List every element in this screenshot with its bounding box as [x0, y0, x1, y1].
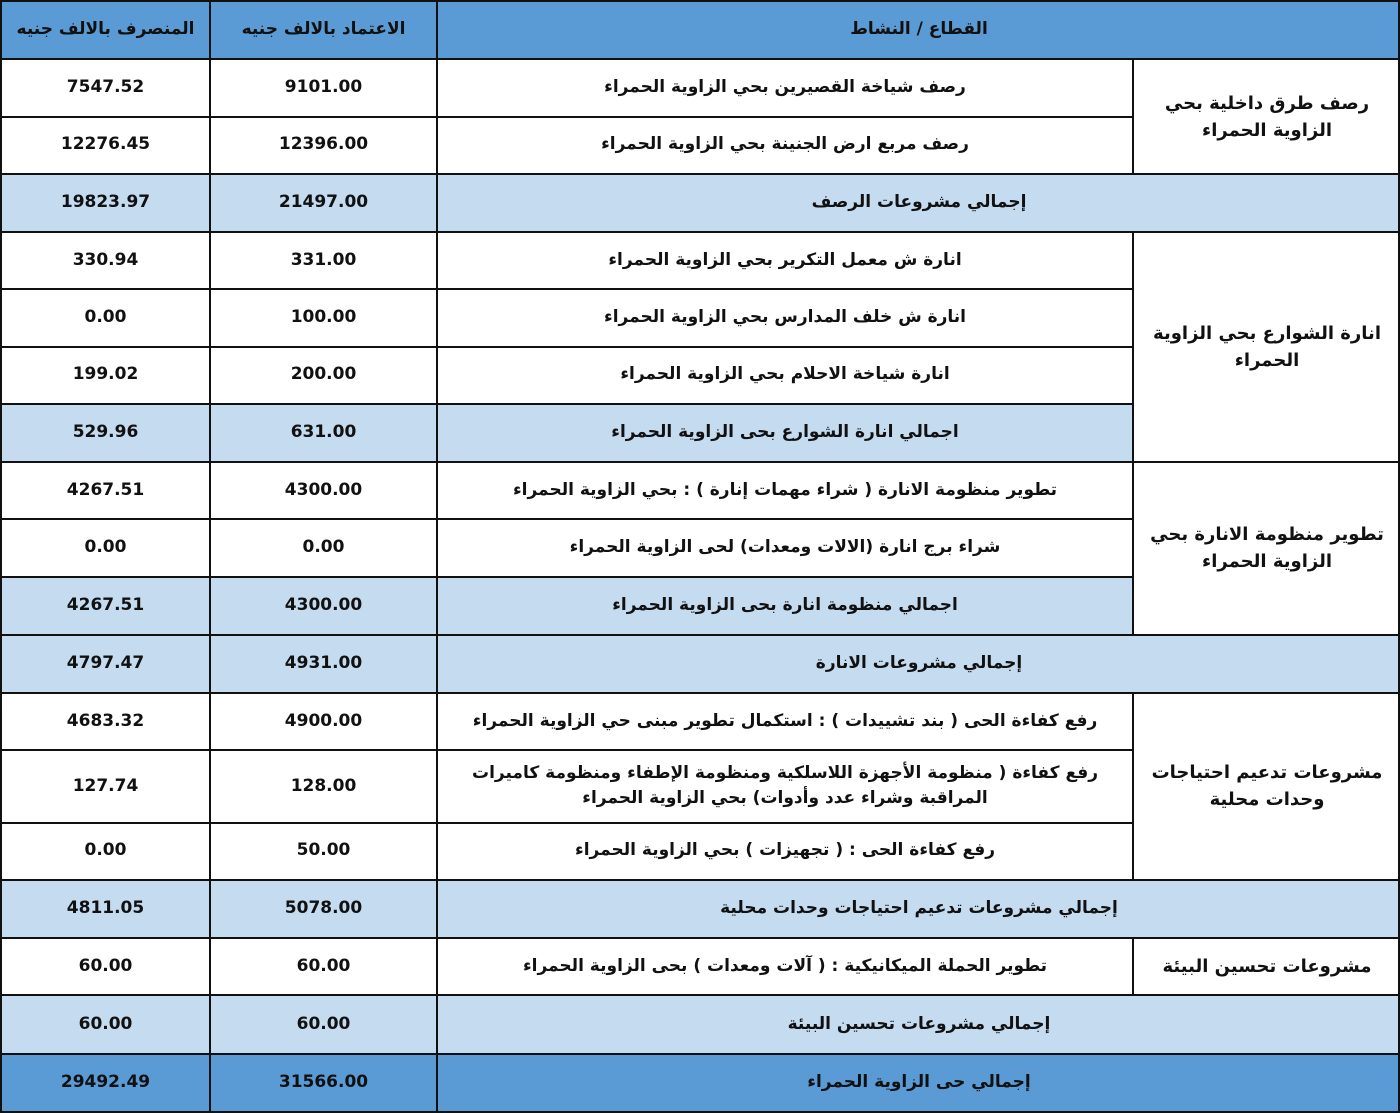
sector-lighting-system: تطوير منظومة الانارة بحي الزاوية الحمراء [1133, 462, 1400, 635]
grand-total-allocation: 31566.00 [210, 1054, 437, 1112]
header-allocation: الاعتماد بالالف جنيه [210, 1, 437, 59]
total-spent: 60.00 [1, 995, 210, 1053]
activity-cell: رفع كفاءة ( منظومة الأجهزة اللاسلكية ومنظومة الإطفاء ومنظومة كاميرات المراقبة وشراء عدد وأدوات) بحي الزاوية الحمراء [437, 750, 1133, 822]
subtotal-spent: 529.96 [1, 404, 210, 462]
table-row [1, 462, 1400, 519]
total-spent: 4811.05 [1, 880, 210, 938]
spent-cell: 7547.52 [1, 59, 210, 116]
sector-street-lighting: انارة الشوارع بحي الزاوية الحمراء [1133, 232, 1400, 462]
header-sector-activity: القطاع / النشاط [437, 1, 1400, 59]
spent-cell: 127.74 [1, 750, 210, 822]
activity-cell: انارة ش خلف المدارس بحي الزاوية الحمراء [437, 289, 1133, 346]
allocation-cell: 12396.00 [210, 117, 437, 174]
subtotal-spent: 4267.51 [1, 577, 210, 635]
table-row [1, 232, 1400, 289]
header-row [1, 1, 1400, 59]
allocation-cell: 128.00 [210, 750, 437, 822]
allocation-cell: 60.00 [210, 938, 437, 995]
total-allocation: 21497.00 [210, 174, 437, 232]
grand-total-label: إجمالي حى الزاوية الحمراء [437, 1054, 1400, 1112]
activity-cell: رصف مربع ارض الجنينة بحي الزاوية الحمراء [437, 117, 1133, 174]
activity-cell: تطوير منظومة الانارة ( شراء مهمات إنارة ) : بحي الزاوية الحمراء [437, 462, 1133, 519]
total-row-lighting [1, 635, 1400, 693]
spent-cell: 0.00 [1, 289, 210, 346]
total-spent: 19823.97 [1, 174, 210, 232]
activity-cell: انارة ش معمل التكرير بحي الزاوية الحمراء [437, 232, 1133, 289]
allocation-cell: 4300.00 [210, 462, 437, 519]
activity-cell: رفع كفاءة الحى ( بند تشييدات ) : استكمال تطوير مبنى حي الزاوية الحمراء [437, 693, 1133, 750]
activity-cell: تطوير الحملة الميكانيكية : ( آلات ومعدات ) بحى الزاوية الحمراء [437, 938, 1133, 995]
subtotal-label: اجمالي انارة الشوارع بحى الزاوية الحمراء [437, 404, 1133, 462]
activity-cell: رصف شياخة القصيرين بحي الزاوية الحمراء [437, 59, 1133, 116]
total-allocation: 5078.00 [210, 880, 437, 938]
activity-cell: شراء برج انارة (الالات ومعدات) لحى الزاوية الحمراء [437, 519, 1133, 576]
total-allocation: 4931.00 [210, 635, 437, 693]
spent-cell: 4683.32 [1, 693, 210, 750]
spent-cell: 0.00 [1, 519, 210, 576]
allocation-cell: 50.00 [210, 823, 437, 880]
total-row-environment [1, 995, 1400, 1053]
table-row [1, 59, 1400, 116]
allocation-cell: 9101.00 [210, 59, 437, 116]
table-row [1, 693, 1400, 750]
subtotal-allocation: 4300.00 [210, 577, 437, 635]
total-label: إجمالي مشروعات تدعيم احتياجات وحدات محلية [437, 880, 1400, 938]
allocation-cell: 4900.00 [210, 693, 437, 750]
allocation-cell: 0.00 [210, 519, 437, 576]
spent-cell: 199.02 [1, 347, 210, 404]
spent-cell: 12276.45 [1, 117, 210, 174]
spent-cell: 4267.51 [1, 462, 210, 519]
spent-cell: 60.00 [1, 938, 210, 995]
spent-cell: 330.94 [1, 232, 210, 289]
header-spent: المنصرف بالالف جنيه [1, 1, 210, 59]
grand-total-row [1, 1054, 1400, 1112]
total-allocation: 60.00 [210, 995, 437, 1053]
subtotal-allocation: 631.00 [210, 404, 437, 462]
spent-cell: 0.00 [1, 823, 210, 880]
grand-total-spent: 29492.49 [1, 1054, 210, 1112]
activity-cell: انارة شياخة الاحلام بحي الزاوية الحمراء [437, 347, 1133, 404]
allocation-cell: 331.00 [210, 232, 437, 289]
subtotal-label: اجمالي منظومة انارة بحى الزاوية الحمراء [437, 577, 1133, 635]
sector-local-units: مشروعات تدعيم احتياجات وحدات محلية [1133, 693, 1400, 880]
total-spent: 4797.47 [1, 635, 210, 693]
total-row-local-units [1, 880, 1400, 938]
sector-paving: رصف طرق داخلية بحي الزاوية الحمراء [1133, 59, 1400, 174]
table-row [1, 938, 1400, 995]
total-row-paving [1, 174, 1400, 232]
sector-environment: مشروعات تحسين البيئة [1133, 938, 1400, 995]
allocation-cell: 100.00 [210, 289, 437, 346]
allocation-cell: 200.00 [210, 347, 437, 404]
total-label: إجمالي مشروعات الرصف [437, 174, 1400, 232]
activity-cell: رفع كفاءة الحى : ( تجهيزات ) بحي الزاوية الحمراء [437, 823, 1133, 880]
total-label: إجمالي مشروعات الانارة [437, 635, 1400, 693]
total-label: إجمالي مشروعات تحسين البيئة [437, 995, 1400, 1053]
